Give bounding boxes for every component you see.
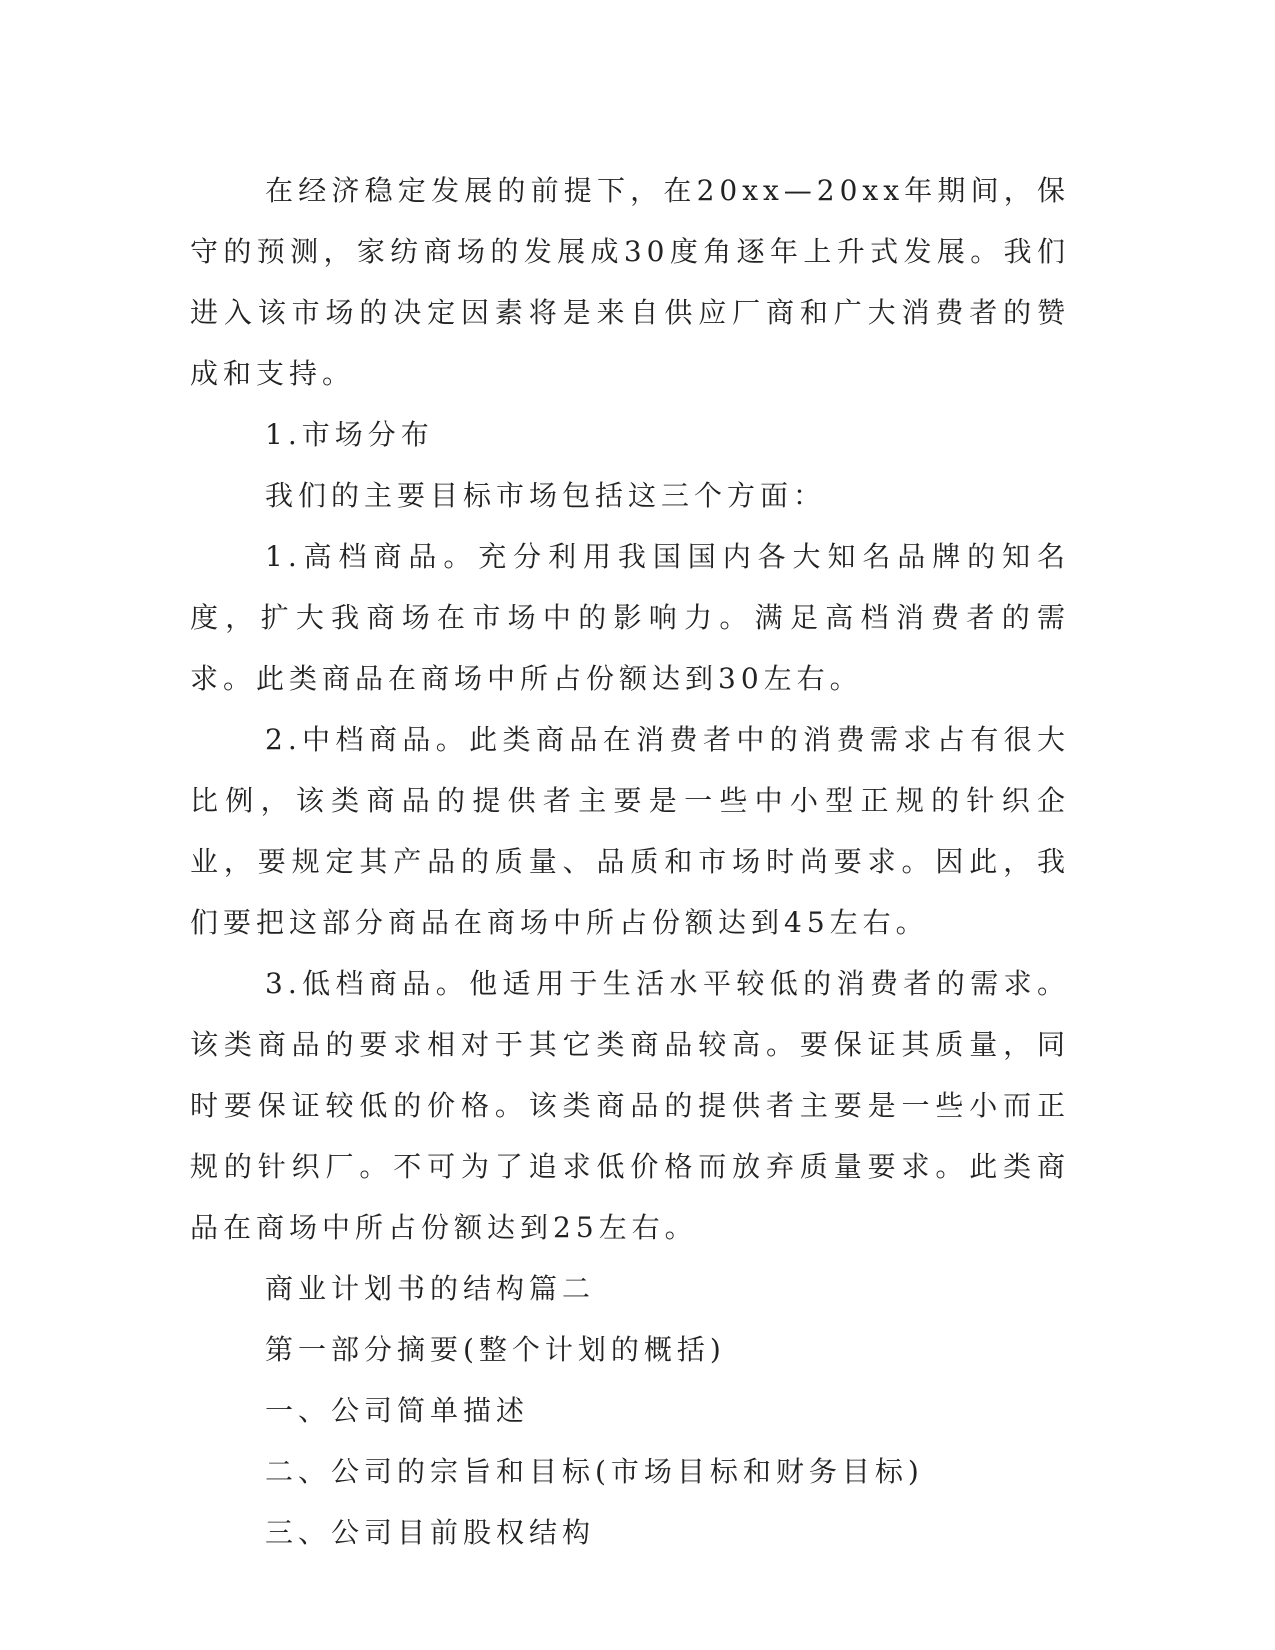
paragraph-low-end-goods: 3.低档商品。他适用于生活水平较低的消费者的需求。该类商品的要求相对于其它类商品较高。要保证其质量，同时要保证较低的价格。该类商品的提供者主要是一些小而正规的针织厂。不可为了追求低价格而放弃质量要求。此类商品在商场中所占份额达到25左右。	[190, 967, 1070, 1244]
heading-market-distribution: 1.市场分布	[265, 418, 434, 451]
document-body	[190, 160, 1070, 1563]
heading-part-one-summary: 第一部分摘要(整个计划的概括)	[265, 1333, 726, 1366]
list-item-company-goals: 二、公司的宗旨和目标(市场目标和财务目标)	[265, 1455, 924, 1488]
list-item-company-description: 一、公司简单描述	[265, 1394, 530, 1427]
paragraph-mid-range-goods: 2.中档商品。此类商品在消费者中的消费需求占有很大比例，该类商品的提供者主要是一些中小型正规的针织企业，要规定其产品的质量、品质和市场时尚要求。因此，我们要把这部分商品在商场中所占份额达到45左右。	[190, 723, 1070, 939]
paragraph-target-market-intro: 我们的主要目标市场包括这三个方面：	[265, 479, 827, 512]
paragraph-high-end-goods: 1.高档商品。充分利用我国国内各大知名品牌的知名度，扩大我商场在市场中的影响力。满足高档消费者的需求。此类商品在商场中所占份额达到30左右。	[190, 540, 1070, 695]
paragraph-market-forecast: 在经济稳定发展的前提下，在20xx—20xx年期间，保守的预测，家纺商场的发展成30度角逐年上升式发展。我们进入该市场的决定因素将是来自供应厂商和广大消费者的赞成和支持。	[190, 174, 1070, 390]
list-item-equity-structure: 三、公司目前股权结构	[265, 1516, 596, 1549]
section-title-part-two: 商业计划书的结构篇二	[265, 1272, 596, 1305]
